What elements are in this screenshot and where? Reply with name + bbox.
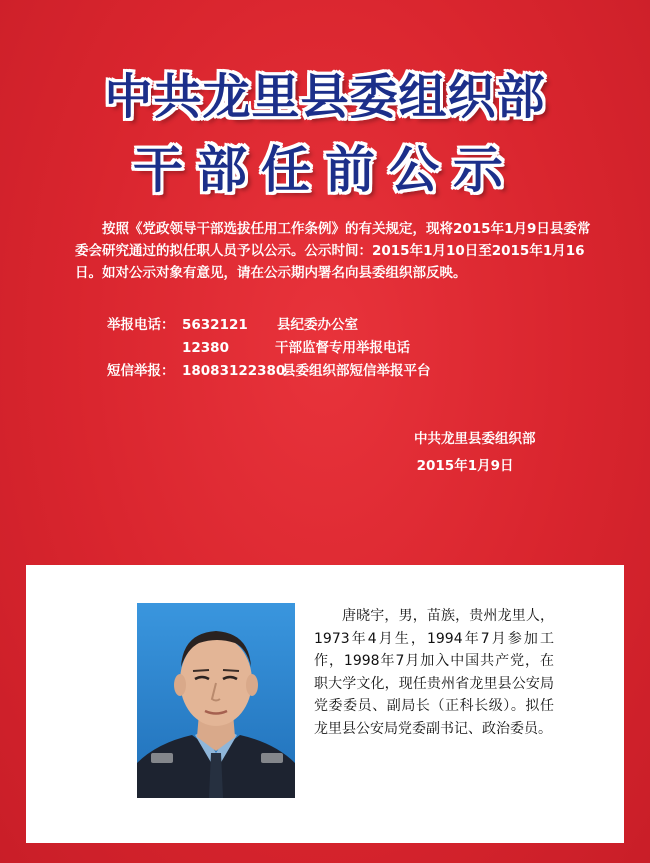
candidate-bio bbox=[314, 605, 554, 741]
signature-org: 中共龙里县委组织部 bbox=[414, 431, 536, 447]
sms-row bbox=[107, 360, 431, 383]
notice-paragraph: 按照《党政领导干部选拔任用工作条例》的有关规定，现将2015年1月9日县委常委会研究通过的拟任职人员予以公示。公示时间：2015年1月10日至2015年1月16日。如对公示对象有意见，请在公示期内署名向县委组织部反映。 bbox=[75, 221, 591, 281]
sms-number: 18083122380 bbox=[182, 363, 286, 379]
phone-row-2 bbox=[107, 337, 431, 360]
signature-block bbox=[414, 426, 536, 480]
phone-number-1: 5632121 bbox=[182, 317, 248, 333]
phone-org-2: 干部监督专用举报电话 bbox=[275, 340, 410, 356]
phone-org-1: 县纪委办公室 bbox=[277, 317, 358, 333]
candidate-photo bbox=[137, 603, 295, 798]
phone-label: 举报电话： bbox=[107, 317, 175, 333]
sms-org: 县委组织部短信举报平台 bbox=[282, 363, 431, 379]
report-contacts bbox=[107, 314, 431, 383]
bio-text: 唐晓宇，男，苗族，贵州龙里人，1973年4月生，1994年7月参加工作，1998年7月加入中国共产党，在职大学文化，现任贵州省龙里县公安局党委委员、副局长（正科长级）。拟任龙里县公安局党委副书记、政治委员。 bbox=[314, 608, 554, 737]
notice-body bbox=[75, 218, 595, 284]
poster-subtitle: 干部任前公示 bbox=[133, 141, 517, 199]
sms-label: 短信举报： bbox=[107, 363, 175, 379]
portrait-image bbox=[137, 603, 295, 798]
phone-number-2: 12380 bbox=[182, 340, 229, 356]
phone-row-1 bbox=[107, 314, 431, 337]
candidate-panel bbox=[26, 565, 624, 843]
poster-title: 中共龙里县委组织部 bbox=[104, 69, 546, 125]
signature-date: 2015年1月9日 bbox=[416, 458, 514, 474]
